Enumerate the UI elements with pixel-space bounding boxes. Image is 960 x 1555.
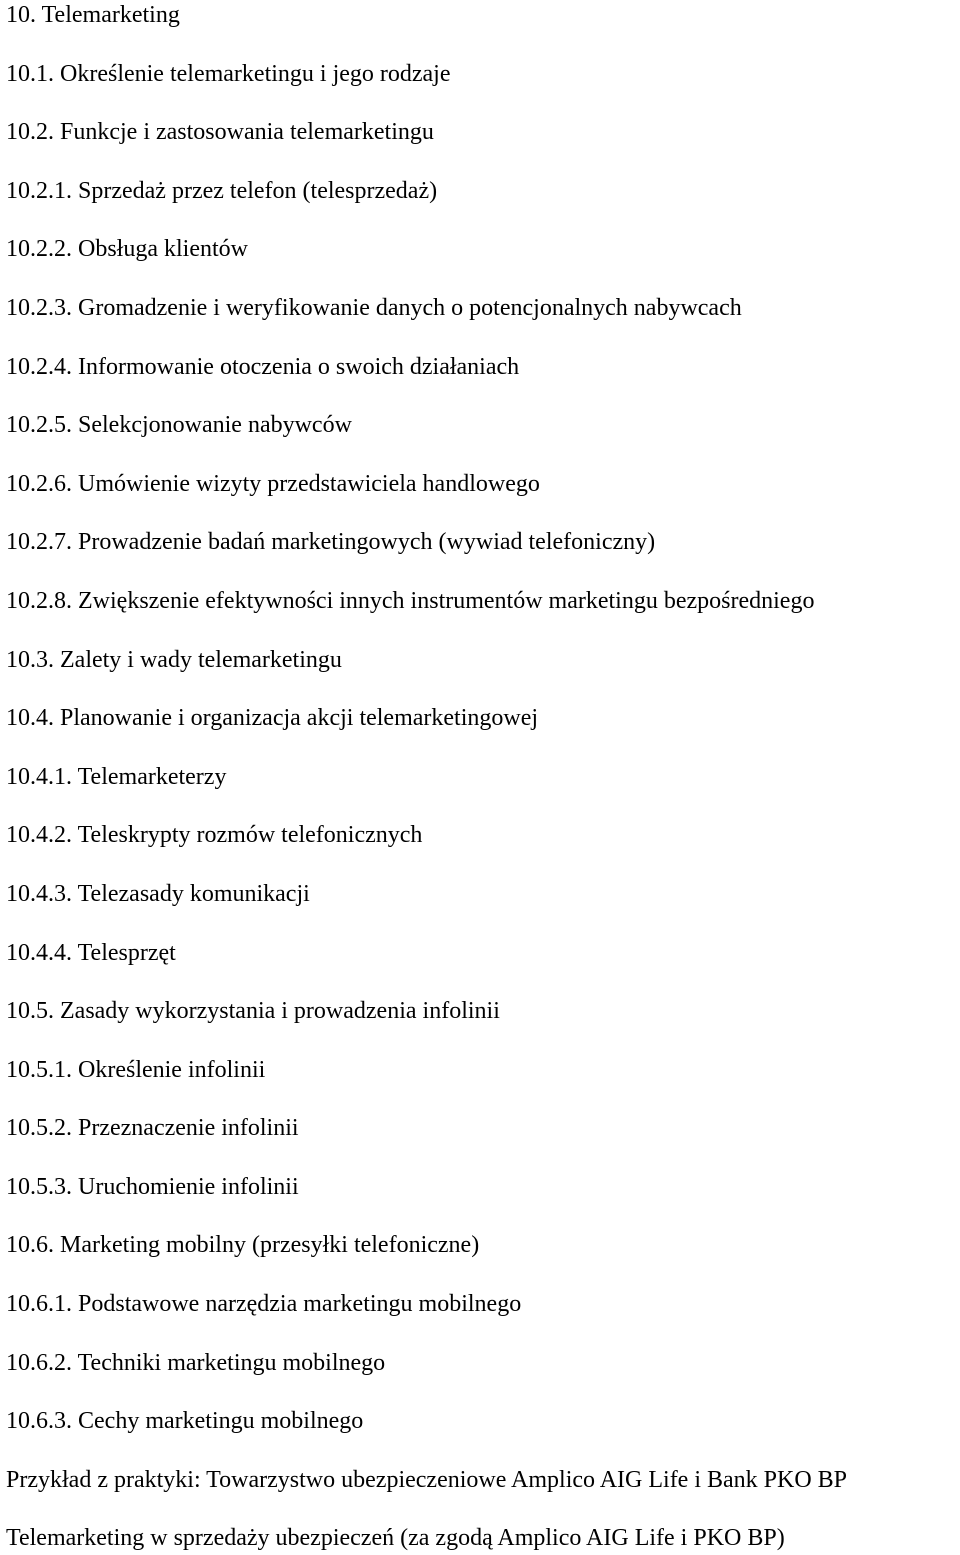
toc-line-text: 10.4.1. Telemarketerzy xyxy=(6,763,227,790)
toc-line xyxy=(6,586,960,645)
toc-line-text: 10.5.2. Przeznaczenie infolinii xyxy=(6,1115,299,1142)
toc-line-text: 10.2.5. Selekcjonowanie nabywców xyxy=(6,412,352,439)
toc-line-text: 10.6.3. Cechy marketingu mobilnego xyxy=(6,1408,364,1435)
toc-line xyxy=(6,879,960,938)
toc-line-text: 10.2.4. Informowanie otoczenia o swoich działaniach xyxy=(6,353,520,380)
toc-line xyxy=(6,527,960,586)
toc-line xyxy=(6,293,960,352)
toc-line-text: 10.6.2. Techniki marketingu mobilnego xyxy=(6,1349,386,1376)
toc-line xyxy=(6,1406,960,1465)
toc-line-text: 10.2.7. Prowadzenie badań marketingowych (wywiad telefoniczny) xyxy=(6,529,656,556)
toc-line xyxy=(6,469,960,528)
toc-line-text: 10.6.1. Podstawowe narzędzia marketingu mobilnego xyxy=(6,1291,522,1318)
toc-line xyxy=(6,176,960,235)
toc-line xyxy=(6,1055,960,1114)
toc-line xyxy=(6,996,960,1055)
toc-line-text: 10.5. Zasady wykorzystania i prowadzenia infolinii xyxy=(6,998,500,1025)
toc-line xyxy=(6,1348,960,1407)
toc-line-text: 10.6. Marketing mobilny (przesyłki telefoniczne) xyxy=(6,1232,480,1259)
toc-line xyxy=(6,59,960,118)
toc-line-text: 10.4.2. Teleskrypty rozmów telefonicznych xyxy=(6,822,423,849)
toc-line-text: 10.5.1. Określenie infolinii xyxy=(6,1056,266,1083)
toc-line xyxy=(6,938,960,997)
toc-line xyxy=(6,703,960,762)
toc-line xyxy=(6,645,960,704)
practice-example-subheading: Telemarketing w sprzedaży ubezpieczeń (za zgodą Amplico AIG Life i PKO BP) xyxy=(6,1525,785,1551)
toc-line xyxy=(6,1289,960,1348)
practice-example-heading: Przykład z praktyki: Towarzystwo ubezpieczeniowe Amplico AIG Life i Bank PKO BP xyxy=(6,1467,848,1493)
toc-line xyxy=(6,1172,960,1231)
toc-line-text: 10.2.6. Umówienie wizyty przedstawiciela handlowego xyxy=(6,470,540,497)
toc-line-text: 10.2.1. Sprzedaż przez telefon (telesprzedaż) xyxy=(6,177,438,204)
toc-line xyxy=(6,410,960,469)
toc-line xyxy=(6,762,960,821)
toc-line xyxy=(6,820,960,879)
toc-line xyxy=(6,1113,960,1172)
toc-line-text: 10.3. Zalety i wady telemarketingu xyxy=(6,646,342,673)
toc-line-text: 10.4.3. Telezasady komunikacji xyxy=(6,880,310,907)
toc-line-text: 10.5.3. Uruchomienie infolinii xyxy=(6,1173,299,1200)
toc-line xyxy=(6,0,960,59)
toc-line-text: 10.2.3. Gromadzenie i weryfikowanie danych o potencjonalnych nabywcach xyxy=(6,294,742,321)
toc-line-text: 10.2.2. Obsługa klientów xyxy=(6,236,248,263)
toc-line xyxy=(6,1230,960,1289)
toc-line xyxy=(6,117,960,176)
toc-line-text: 10.4. Planowanie i organizacja akcji telemarketingowej xyxy=(6,705,539,732)
toc-line-text: 10.4.4. Telesprzęt xyxy=(6,939,176,966)
toc-line-text: 10.2.8. Zwiększenie efektywności innych instrumentów marketingu bezpośredniego xyxy=(6,587,815,614)
toc-line-text: 10.2. Funkcje i zastosowania telemarketingu xyxy=(6,119,434,146)
table-of-contents xyxy=(6,0,960,1465)
toc-line xyxy=(6,352,960,411)
toc-line xyxy=(6,234,960,293)
toc-line-text: 10. Telemarketing xyxy=(6,2,180,28)
toc-line-text: 10.1. Określenie telemarketingu i jego rodzaje xyxy=(6,60,451,87)
